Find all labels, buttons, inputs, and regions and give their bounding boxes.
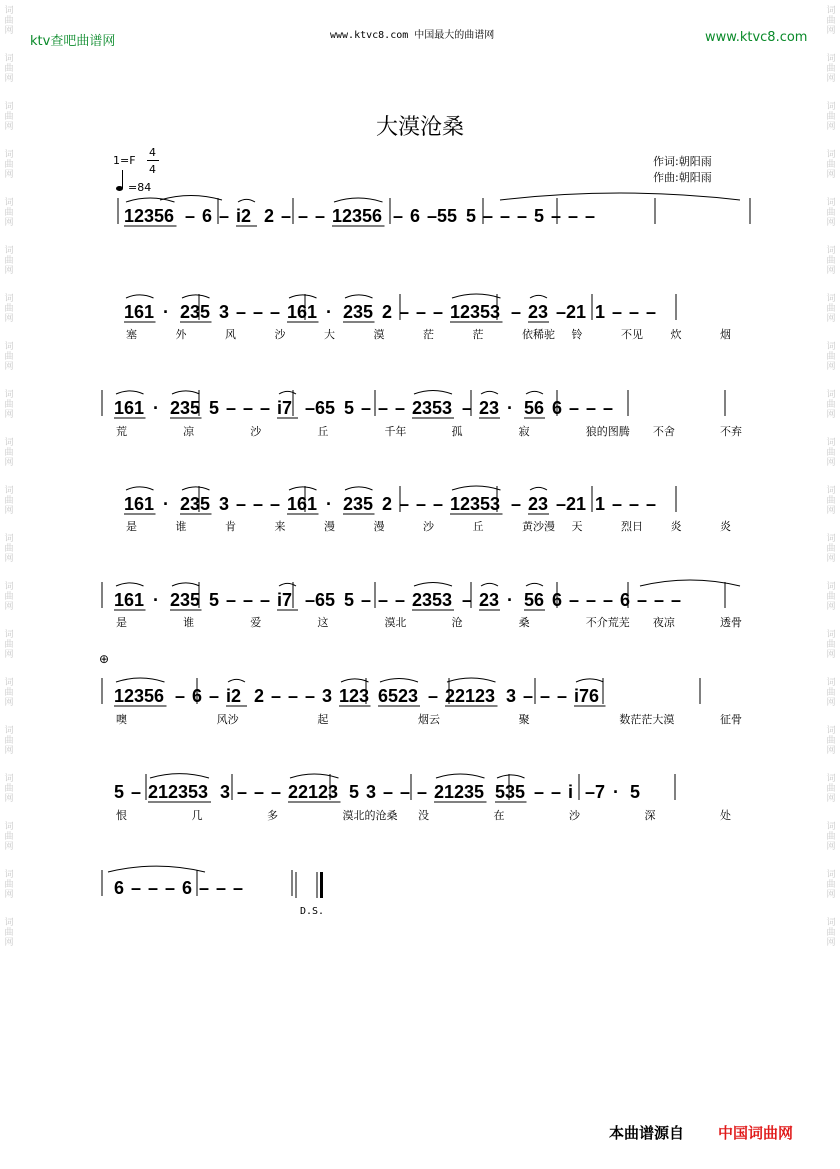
note-token: 161 bbox=[114, 398, 145, 418]
lyric-syllable: 丘 bbox=[472, 520, 484, 533]
lyric-syllable: 在 bbox=[493, 809, 505, 822]
lyric-syllable: 爱 bbox=[250, 616, 262, 629]
note-token: i bbox=[568, 782, 574, 802]
note-token: – bbox=[305, 686, 316, 706]
note-token: – bbox=[523, 686, 534, 706]
lyric-syllable: 是 bbox=[126, 520, 137, 533]
note-token: – bbox=[395, 398, 406, 418]
lyric-syllable: 炊 bbox=[670, 328, 682, 341]
note-token: 6 bbox=[552, 398, 563, 418]
note-token: 161 bbox=[287, 494, 318, 514]
note-token: – bbox=[557, 686, 568, 706]
lyric-syllable: 黄沙漫 bbox=[522, 520, 555, 533]
lyric-syllable: 深 bbox=[644, 809, 656, 822]
note-token: – bbox=[399, 302, 410, 322]
slur-arc bbox=[436, 774, 485, 778]
slur-arc bbox=[414, 582, 452, 586]
tempo-marking: =84 bbox=[128, 181, 152, 194]
note-token: – bbox=[271, 686, 282, 706]
lyric-syllable: 大 bbox=[324, 328, 335, 341]
tie-arc bbox=[500, 193, 740, 200]
lyric-syllable: 多 bbox=[267, 809, 278, 822]
note-token: 3 bbox=[219, 302, 230, 322]
note-token: – bbox=[433, 494, 444, 514]
note-token: i2 bbox=[226, 686, 242, 706]
note-token: 6 bbox=[202, 206, 213, 226]
slur-arc bbox=[345, 487, 373, 490]
note-token: – bbox=[417, 782, 428, 802]
header-site-left[interactable]: ktv查吧曲谱网 bbox=[30, 34, 116, 49]
slur-arc bbox=[380, 678, 418, 682]
note-token: 5 bbox=[349, 782, 360, 802]
note-token: – bbox=[399, 494, 410, 514]
note-token: 235 bbox=[343, 494, 374, 514]
note-token: – bbox=[270, 302, 281, 322]
note-token: 3 bbox=[506, 686, 517, 706]
note-token: 5 bbox=[344, 398, 355, 418]
note-token: – bbox=[646, 302, 657, 322]
note-token: – bbox=[586, 398, 597, 418]
lyric-syllable: 不见 bbox=[621, 328, 643, 341]
note-token: i2 bbox=[236, 206, 252, 226]
lyric-syllable: 茫 bbox=[472, 328, 484, 341]
note-token: 535 bbox=[495, 782, 526, 802]
note-token: –65 bbox=[305, 590, 336, 610]
note-token: – bbox=[483, 206, 494, 226]
lyric-syllable: 烟云 bbox=[418, 713, 440, 726]
note-token: 161 bbox=[287, 302, 318, 322]
lyric-syllable: 炎 bbox=[720, 520, 731, 533]
lyric-syllable: 起 bbox=[317, 713, 329, 726]
lyric-syllable: 处 bbox=[720, 809, 731, 822]
lyric-syllable: 桑 bbox=[518, 616, 530, 629]
note-token: – bbox=[671, 590, 682, 610]
lyric-syllable: 沙 bbox=[274, 328, 286, 341]
note-token: – bbox=[646, 494, 657, 514]
note-token: 5 bbox=[466, 206, 477, 226]
note-token: 6 bbox=[114, 878, 125, 898]
slur-arc bbox=[414, 390, 452, 394]
note-token: – bbox=[534, 782, 545, 802]
note-token: 235 bbox=[180, 302, 211, 322]
note-token: 5 bbox=[209, 590, 220, 610]
note-token: – bbox=[654, 590, 665, 610]
key-signature: 1=F bbox=[113, 154, 136, 167]
note-token: – bbox=[551, 782, 562, 802]
note-token: 5 bbox=[114, 782, 125, 802]
note-token: 21235 bbox=[434, 782, 485, 802]
note-token: 6 bbox=[182, 878, 193, 898]
note-token: 161 bbox=[124, 494, 155, 514]
note-token: – bbox=[237, 782, 248, 802]
left-edge-watermark: 词 曲 网 词 曲 网 词 曲 网 词 曲 网 词 曲 网 词 曲 网 词 曲 网 词 曲 网 词 曲 网 词 曲 网 词 曲 网 词 曲 网 词 曲 网 词 曲 网 词 曲 网 词 曲 网 词 曲 网 词 曲 网 词 曲 网 词 曲 网 bbox=[4, 6, 14, 948]
footer-site-link[interactable]: 中国词曲网 bbox=[718, 1124, 794, 1142]
note-token: 2 bbox=[254, 686, 265, 706]
slur-arc bbox=[334, 198, 383, 202]
lyric-syllable: 没 bbox=[418, 809, 429, 822]
lyric-syllable: 塞 bbox=[126, 328, 137, 341]
note-token: – bbox=[165, 878, 176, 898]
lyric-syllable: 这 bbox=[317, 616, 329, 629]
note-token: 23 bbox=[479, 590, 500, 610]
note-token: 5 bbox=[630, 782, 641, 802]
note-token: 3 bbox=[220, 782, 231, 802]
note-token: 5 bbox=[344, 590, 355, 610]
note-token: 12356 bbox=[114, 686, 165, 706]
note-token: 1 bbox=[595, 302, 606, 322]
lyric-syllable: 不介荒芜 bbox=[585, 616, 630, 629]
slur-arc bbox=[116, 583, 144, 586]
note-token: – bbox=[260, 590, 271, 610]
note-token: 12353 bbox=[450, 302, 501, 322]
note-token: –55 bbox=[427, 206, 458, 226]
note-token: – bbox=[253, 302, 264, 322]
note-token: – bbox=[551, 206, 562, 226]
note-token: – bbox=[148, 878, 159, 898]
note-token: – bbox=[270, 494, 281, 514]
lyric-syllable: 千年 bbox=[384, 425, 407, 438]
note-token: · bbox=[153, 590, 159, 610]
slur-arc bbox=[150, 774, 209, 778]
right-edge-watermark: 词 曲 网 词 曲 网 词 曲 网 词 曲 网 词 曲 网 词 曲 网 词 曲 网 词 曲 网 词 曲 网 词 曲 网 词 曲 网 词 曲 网 词 曲 网 词 曲 网 词 曲 网 词 曲 网 词 曲 网 词 曲 网 词 曲 网 词 曲 网 bbox=[826, 6, 836, 948]
note-token: – bbox=[175, 686, 186, 706]
note-token: –65 bbox=[305, 398, 336, 418]
note-token: 6523 bbox=[378, 686, 419, 706]
composer-credit: 作曲:朝阳雨 bbox=[653, 171, 712, 184]
note-token: · bbox=[507, 590, 513, 610]
note-token: 212353 bbox=[148, 782, 209, 802]
lyric-syllable: 几 bbox=[191, 809, 203, 822]
note-token: – bbox=[378, 590, 389, 610]
lyric-syllable: 沙 bbox=[423, 520, 434, 533]
note-token: – bbox=[281, 206, 292, 226]
slur-arc bbox=[452, 486, 501, 490]
slur-arc bbox=[530, 487, 547, 490]
song-title: 大漠沧桑 bbox=[375, 115, 464, 140]
footer-source-label: 本曲谱源自 bbox=[609, 1124, 685, 1142]
final-bar-thick bbox=[320, 872, 323, 898]
note-token: – bbox=[233, 878, 244, 898]
note-token: – bbox=[236, 494, 247, 514]
note-token: – bbox=[361, 590, 372, 610]
note-token: · bbox=[507, 398, 513, 418]
note-token: – bbox=[612, 302, 623, 322]
slur-arc bbox=[289, 295, 317, 298]
lyric-syllable: 来 bbox=[274, 520, 286, 533]
lyric-syllable: 孤 bbox=[451, 425, 463, 438]
note-token: 5 bbox=[209, 398, 220, 418]
note-token: –7 bbox=[585, 782, 606, 802]
lyric-syllable: 漠 bbox=[373, 328, 385, 341]
note-token: – bbox=[361, 398, 372, 418]
tie-arc bbox=[160, 196, 222, 200]
lyric-syllable: 沙 bbox=[569, 809, 580, 822]
lyric-syllable: 烈日 bbox=[621, 520, 643, 533]
lyric-syllable: 铃 bbox=[571, 328, 583, 341]
lyric-syllable: 丘 bbox=[317, 425, 329, 438]
slur-arc bbox=[345, 295, 373, 298]
lyric-syllable: 谁 bbox=[183, 616, 195, 629]
note-token: 5 bbox=[534, 206, 545, 226]
slur-arc bbox=[182, 487, 210, 490]
slur-arc bbox=[238, 199, 255, 202]
note-token: – bbox=[462, 590, 473, 610]
lyric-syllable: 天 bbox=[571, 520, 583, 533]
note-token: – bbox=[395, 590, 406, 610]
note-token: – bbox=[540, 686, 551, 706]
note-token: – bbox=[585, 206, 596, 226]
note-token: 22123 bbox=[445, 686, 496, 706]
note-token: – bbox=[629, 302, 640, 322]
note-token: –21 bbox=[556, 302, 587, 322]
slur-arc bbox=[526, 391, 543, 394]
note-token: 12353 bbox=[450, 494, 501, 514]
note-token: – bbox=[637, 590, 648, 610]
note-token: – bbox=[315, 206, 326, 226]
slur-arc bbox=[290, 774, 339, 778]
lyric-syllable: 狼的图腾 bbox=[585, 425, 630, 438]
note-token: – bbox=[131, 878, 142, 898]
note-token: 23 bbox=[528, 302, 549, 322]
note-token: – bbox=[400, 782, 411, 802]
note-token: – bbox=[629, 494, 640, 514]
note-token: · bbox=[326, 302, 332, 322]
slur-arc bbox=[452, 294, 501, 298]
note-token: 6 bbox=[192, 686, 203, 706]
note-token: · bbox=[613, 782, 619, 802]
lyric-syllable: 寂 bbox=[518, 425, 530, 438]
lyric-syllable: 漠北 bbox=[384, 616, 407, 629]
lyric-syllable: 茫 bbox=[423, 328, 434, 341]
note-token: – bbox=[433, 302, 444, 322]
lyric-syllable: 噢 bbox=[116, 713, 127, 726]
note-token: 1 bbox=[595, 494, 606, 514]
note-token: – bbox=[511, 494, 522, 514]
lyric-syllable: 外 bbox=[175, 328, 187, 341]
note-token: 56 bbox=[524, 398, 545, 418]
note-token: 161 bbox=[114, 590, 145, 610]
note-token: 2 bbox=[382, 302, 393, 322]
note-token: – bbox=[288, 686, 299, 706]
note-token: – bbox=[254, 782, 265, 802]
note-token: 2 bbox=[382, 494, 393, 514]
lyric-syllable: 不弃 bbox=[720, 425, 742, 438]
note-token: – bbox=[253, 494, 264, 514]
note-token: –21 bbox=[556, 494, 587, 514]
note-token: 56 bbox=[524, 590, 545, 610]
slur-arc bbox=[116, 678, 165, 682]
note-token: 235 bbox=[170, 398, 201, 418]
note-token: i7 bbox=[277, 590, 293, 610]
note-token: 6 bbox=[620, 590, 631, 610]
note-token: – bbox=[586, 590, 597, 610]
header-site-right[interactable]: www.ktvc8.com bbox=[705, 30, 808, 45]
slur-arc bbox=[116, 391, 144, 394]
note-token: – bbox=[226, 398, 237, 418]
note-token: 161 bbox=[124, 302, 155, 322]
note-token: 23 bbox=[479, 398, 500, 418]
note-token: 12356 bbox=[332, 206, 383, 226]
note-token: – bbox=[219, 206, 230, 226]
slur-arc bbox=[289, 487, 317, 490]
coda-icon: ⊕ bbox=[99, 652, 110, 666]
slur-arc bbox=[576, 679, 604, 682]
slur-arc bbox=[497, 775, 525, 778]
note-token: – bbox=[383, 782, 394, 802]
lyric-syllable: 漫 bbox=[373, 520, 385, 533]
note-token: 2353 bbox=[412, 398, 453, 418]
note-token: 3 bbox=[366, 782, 377, 802]
note-token: 2353 bbox=[412, 590, 453, 610]
note-token: – bbox=[209, 686, 220, 706]
lyric-syllable: 是 bbox=[116, 616, 127, 629]
note-token: – bbox=[569, 398, 580, 418]
note-token: 23 bbox=[528, 494, 549, 514]
note-token: – bbox=[569, 590, 580, 610]
note-token: 3 bbox=[219, 494, 230, 514]
note-token: – bbox=[378, 398, 389, 418]
lyric-syllable: 聚 bbox=[518, 713, 530, 726]
time-signature-bottom: 4 bbox=[149, 163, 156, 176]
note-token: · bbox=[326, 494, 332, 514]
note-token: i76 bbox=[574, 686, 600, 706]
slur-arc bbox=[126, 487, 154, 490]
note-token: – bbox=[517, 206, 528, 226]
lyric-syllable: 透骨 bbox=[720, 616, 742, 629]
lyric-syllable: 风沙 bbox=[216, 713, 239, 726]
note-token: · bbox=[163, 494, 169, 514]
slur-arc bbox=[126, 295, 154, 298]
header-site-center[interactable]: www.ktvc8.com 中国最大的曲谱网 bbox=[330, 30, 495, 41]
note-token: – bbox=[416, 302, 427, 322]
note-token: – bbox=[271, 782, 282, 802]
note-token: – bbox=[603, 590, 614, 610]
lyric-syllable: 谁 bbox=[175, 520, 187, 533]
note-token: – bbox=[243, 590, 254, 610]
lyric-syllable: 夜凉 bbox=[652, 616, 675, 629]
lyric-syllable: 数茫茫大漠 bbox=[619, 713, 675, 726]
lyric-syllable: 依稀驼 bbox=[522, 328, 555, 341]
slur-arc bbox=[228, 679, 245, 682]
note-token: – bbox=[603, 398, 614, 418]
lyric-syllable: 炎 bbox=[670, 520, 682, 533]
note-token: – bbox=[612, 494, 623, 514]
lyricist-credit: 作词:朝阳雨 bbox=[653, 155, 712, 168]
time-signature-top: 4 bbox=[149, 146, 156, 159]
note-token: – bbox=[243, 398, 254, 418]
lyric-syllable: 漠北的沧桑 bbox=[342, 809, 398, 822]
lyric-syllable: 征骨 bbox=[720, 713, 742, 726]
lyric-syllable: 沙 bbox=[250, 425, 262, 438]
note-token: 235 bbox=[180, 494, 211, 514]
slur-arc bbox=[481, 391, 498, 394]
note-token: 2 bbox=[264, 206, 275, 226]
note-token: – bbox=[428, 686, 439, 706]
slur-arc bbox=[481, 583, 498, 586]
lyric-syllable: 漫 bbox=[324, 520, 335, 533]
note-token: 22123 bbox=[288, 782, 339, 802]
slur-arc bbox=[447, 678, 496, 682]
note-token: 6 bbox=[410, 206, 421, 226]
slur-arc bbox=[526, 583, 543, 586]
note-token: 6 bbox=[552, 590, 563, 610]
note-token: – bbox=[236, 302, 247, 322]
ds-marking: D.S. bbox=[300, 906, 325, 917]
note-token: – bbox=[131, 782, 142, 802]
slur-arc bbox=[182, 295, 210, 298]
lyric-syllable: 荒 bbox=[116, 425, 127, 438]
note-token: · bbox=[153, 398, 159, 418]
note-token: – bbox=[216, 878, 227, 898]
note-token: 235 bbox=[170, 590, 201, 610]
note-token: – bbox=[298, 206, 309, 226]
note-token: 235 bbox=[343, 302, 374, 322]
lyric-syllable: 恨 bbox=[116, 809, 127, 822]
lyric-syllable: 不舍 bbox=[652, 425, 675, 438]
note-token: – bbox=[260, 398, 271, 418]
note-token: – bbox=[500, 206, 511, 226]
note-token: – bbox=[462, 398, 473, 418]
lyric-syllable: 烟 bbox=[720, 328, 731, 341]
tie-arc bbox=[108, 866, 205, 872]
note-token: – bbox=[568, 206, 579, 226]
lyric-syllable: 肯 bbox=[225, 520, 236, 533]
note-token: – bbox=[416, 494, 427, 514]
note-token: 3 bbox=[322, 686, 333, 706]
note-token: 123 bbox=[339, 686, 370, 706]
note-token: – bbox=[199, 878, 210, 898]
lyric-syllable: 凉 bbox=[183, 425, 195, 438]
lyric-syllable: 沧 bbox=[451, 616, 463, 629]
note-token: – bbox=[226, 590, 237, 610]
lyric-syllable: 风 bbox=[225, 328, 236, 341]
note-token: i7 bbox=[277, 398, 293, 418]
note-token: · bbox=[163, 302, 169, 322]
slur-arc bbox=[530, 295, 547, 298]
note-token: – bbox=[185, 206, 196, 226]
note-token: – bbox=[393, 206, 404, 226]
note-token: – bbox=[511, 302, 522, 322]
slur-arc bbox=[172, 391, 200, 394]
slur-arc bbox=[172, 583, 200, 586]
note-token: 12356 bbox=[124, 206, 175, 226]
slur-arc bbox=[341, 679, 369, 682]
